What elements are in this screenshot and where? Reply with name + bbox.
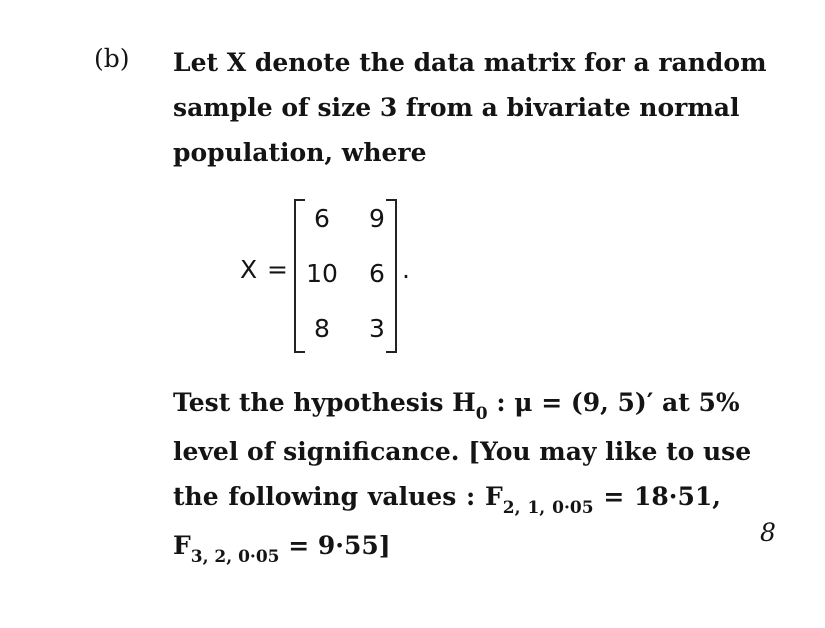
matrix-cell: 10 [306, 259, 338, 288]
question-intro [173, 40, 767, 175]
matrix-name: X [240, 255, 258, 284]
matrix-cell: 9 [369, 204, 385, 233]
hypothesis-line-1: Test the hypothesis $H_0$ : μ = (9, 5)′ at 5% [173, 388, 740, 424]
question-label: (b) [94, 44, 130, 73]
hypothesis-line-2: level of significance. [You may like to use [173, 437, 752, 466]
hypothesis-line-3: the following values : $F_{2, 1, 0\cdot 05} = 18\cdot 51$, [173, 482, 722, 518]
intro-line-3: population, where [173, 138, 427, 167]
matrix-cell: 3 [369, 314, 385, 343]
hypothesis-line-4: $F_{3, 2, 0\cdot 05} = 9\cdot 55$] [173, 531, 391, 567]
intro-line-1: Let X denote the data matrix for a random [173, 48, 767, 77]
marks: 8 [760, 518, 776, 547]
matrix-cell: 8 [314, 314, 330, 343]
matrix-cell: 6 [369, 259, 385, 288]
matrix-period: . [402, 255, 410, 284]
intro-line-2: sample of size 3 from a bivariate normal [173, 93, 740, 122]
hypothesis-text [173, 380, 752, 572]
matrix-equals: = [267, 255, 288, 284]
matrix-cell: 6 [314, 204, 330, 233]
